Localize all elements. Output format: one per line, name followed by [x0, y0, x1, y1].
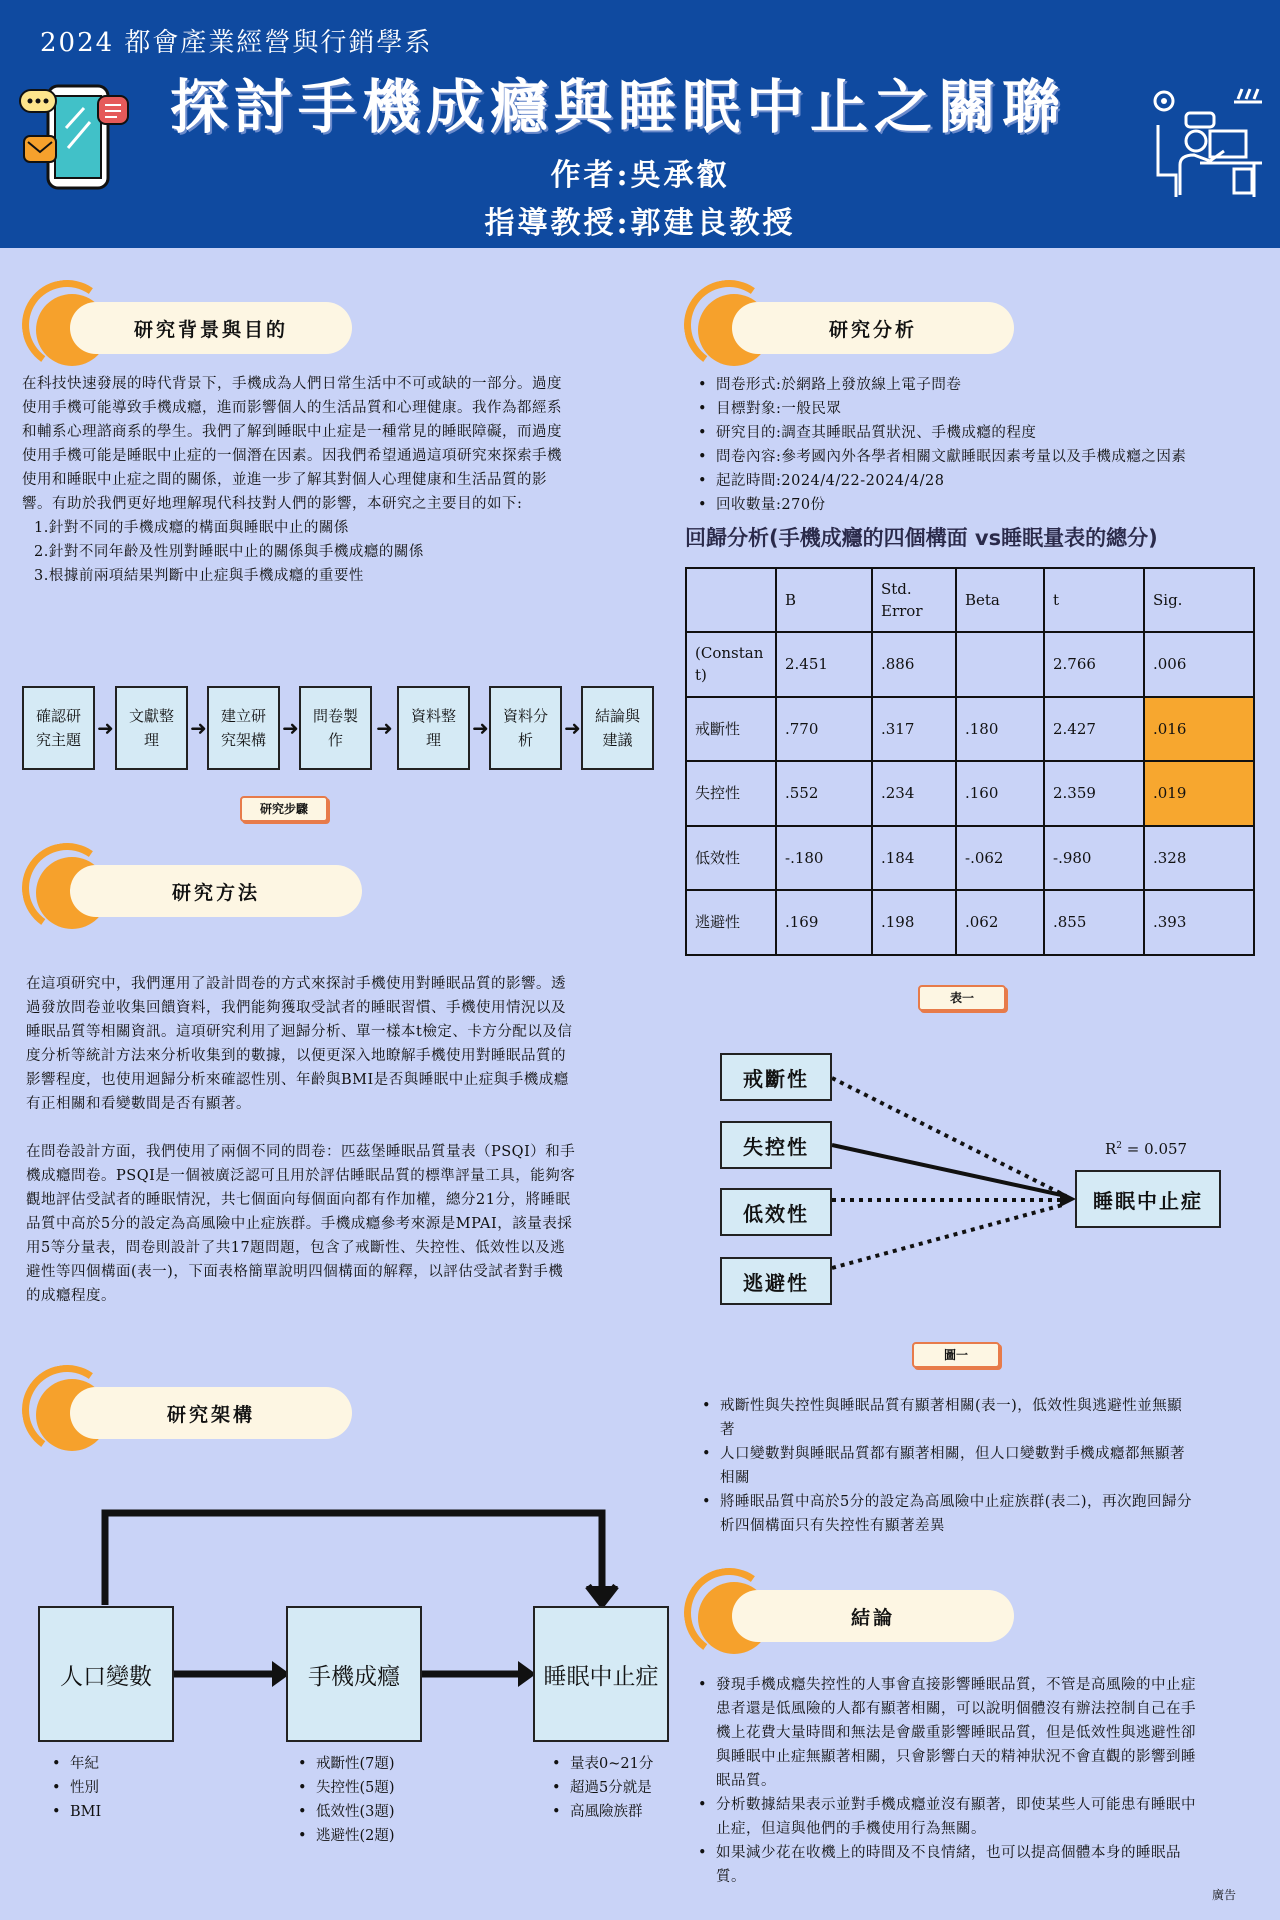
table-cell: Std. Error [872, 568, 956, 632]
paragraph-line: 在問卷設計方面，我們使用了兩個不同的問卷：匹茲堡睡眠品質量表（PSQI）和手 [26, 1144, 576, 1160]
section-title: 研究背景與目的 [70, 302, 352, 354]
table-cell: 2.359 [1044, 761, 1144, 826]
step-box: 資料整理 [397, 686, 470, 770]
table-cell: .062 [956, 890, 1044, 955]
paragraph-line: 在這項研究中，我們運用了設計問卷的方式來探討手機使用對睡眠品質的影響。透 [26, 976, 566, 992]
list-item: • 高風險族群 [550, 1800, 653, 1824]
step-box: 確認研究主題 [22, 686, 95, 770]
list-item: • 回收數量:270份 [696, 493, 1266, 517]
table-cell: (Constant) [686, 632, 776, 697]
table-cell: .552 [776, 761, 872, 826]
framework-box-sleep-apnea: 睡眠中止症 [533, 1606, 669, 1742]
list-item: • 如果減少花在收機上的時間及不良情緒，也可以提高個體本身的睡眠品 質。 [696, 1841, 1261, 1889]
paragraph-line: 機成癮問卷。PSQI是一個被廣泛認可且用於評估睡眠品質的標準評量工具，能夠客 [26, 1168, 576, 1184]
outcome-box: 睡眠中止症 [1075, 1170, 1221, 1228]
table-cell: 2.427 [1044, 697, 1144, 762]
table-cell: .184 [872, 826, 956, 891]
figure-caption: 圖一 [912, 1342, 1000, 1368]
paragraph-line: 避性等四個構面(表一)，下面表格簡單說明四個構面的解釋，以評估受試者對手機 [26, 1264, 564, 1280]
step-box: 建立研究架構 [207, 686, 280, 770]
list-item: • 目標對象:一般民眾 [696, 397, 1266, 421]
table-cell: 逃避性 [686, 890, 776, 955]
poster-title: 探討手機成癮與睡眠中止之關聯 [170, 73, 1067, 141]
step-box: 問卷製作 [299, 686, 372, 770]
list-item: • 失控性(5題) [296, 1776, 395, 1800]
list-item: • 量表0~21分 [550, 1752, 653, 1776]
predictor-box: 戒斷性 [720, 1053, 832, 1101]
list-item: • BMI [50, 1800, 101, 1824]
paragraph-line: 影響程度，也使用迴歸分析來確認性別、年齡與BMI是否與睡眠中止症與手機成癮 [26, 1072, 569, 1088]
table-cell: 失控性 [686, 761, 776, 826]
paragraph-line: 品質中高於5分的設定為高風險中止症族群。手機成癮參考來源是MPAI，該量表採 [26, 1216, 573, 1232]
list-item: • 超過5分就是 [550, 1776, 653, 1800]
list-item: • 分析數據結果表示並對手機成癮並沒有顯著，即使某些人可能患有睡眠中 止症，但這與他們的手機使用行為無關。 [696, 1793, 1261, 1841]
framework-box-phone-addiction: 手機成癮 [286, 1606, 422, 1742]
footer-label: 廣告 [1212, 1888, 1237, 1902]
table-cell: 2.766 [1044, 632, 1144, 697]
list-item: • 研究目的:調查其睡眠品質狀況、手機成癮的程度 [696, 421, 1266, 445]
table-cell: .160 [956, 761, 1044, 826]
table-cell: t [1044, 568, 1144, 632]
table-cell: .169 [776, 890, 872, 955]
predictor-box: 低效性 [720, 1188, 832, 1236]
framework-box-demographics: 人口變數 [38, 1606, 174, 1742]
goal-item: 3.根據前兩項結果判斷中止症與手機成癮的重要性 [34, 568, 364, 584]
paragraph-line: 有正相關和看變數間是否有顯著。 [26, 1096, 251, 1112]
table-cell: .770 [776, 697, 872, 762]
table-cell: 2.451 [776, 632, 872, 697]
table-caption: 表一 [918, 985, 1006, 1011]
table-cell: 低效性 [686, 826, 776, 891]
advisor-label: 指導教授:郭建良教授 [484, 206, 796, 241]
section-title: 研究架構 [70, 1387, 352, 1439]
paragraph-line: 在科技快速發展的時代背景下，手機成為人們日常生活中不可或缺的一部分。過度 [22, 376, 562, 392]
table-cell: -.180 [776, 826, 872, 891]
paragraph-line: 使用和睡眠中止症之間的關係，並進一步了解其對個人心理健康和生活品質的影 [22, 472, 547, 488]
list-item: • 戒斷性與失控性與睡眠品質有顯著相關(表一)，低效性與逃避性並無顯 著 [700, 1394, 1260, 1442]
list-item: • 問卷內容:參考國內外各學者相關文獻睡眠因素考量以及手機成癮之因素 [696, 445, 1266, 469]
table-cell: B [776, 568, 872, 632]
list-item: • 問卷形式:於網路上發放線上電子問卷 [696, 373, 1266, 397]
table-cell: .198 [872, 890, 956, 955]
department-label: 2024 都會產業經營與行銷學系 [40, 28, 433, 58]
table-cell: -.062 [956, 826, 1044, 891]
table-cell: -.980 [1044, 826, 1144, 891]
section-title: 研究方法 [70, 865, 362, 917]
list-item: • 起訖時間:2024/4/22-2024/4/28 [696, 469, 1266, 493]
table-cell: Sig. [1144, 568, 1254, 632]
table-cell-highlighted: .019 [1144, 761, 1254, 826]
paragraph-line: 使用手機可能導致手機成癮，進而影響個人的生活品質和心理健康。我作為都經系 [22, 400, 562, 416]
table-cell: Beta [956, 568, 1044, 632]
arrow-right-icon: ➜ [376, 716, 393, 740]
table-cell: .393 [1144, 890, 1254, 955]
paragraph-line: 度分析等統計方法來分析收集到的數據，以便更深入地瞭解手機使用對睡眠品質的 [26, 1048, 566, 1064]
section-title: 研究分析 [732, 302, 1014, 354]
section-title: 結論 [732, 1590, 1014, 1642]
r-squared-label: $R^2 = 0.057$ [1105, 1140, 1188, 1158]
author-label: 作者:吳承叡 [550, 158, 730, 193]
table-cell: .006 [1144, 632, 1254, 697]
findings-list [700, 1394, 1260, 1538]
section-heading-conclusion [684, 1568, 1014, 1658]
list-item: • 低效性(3題) [296, 1800, 395, 1824]
predictor-box: 失控性 [720, 1121, 832, 1169]
list-item: • 年紀 [50, 1752, 101, 1776]
paragraph-line: 和輔系心理諮商系的學生。我們了解到睡眠中止症是一種常見的睡眠障礙，而過度 [22, 424, 562, 440]
arrow-right-icon: ➜ [564, 716, 581, 740]
list-item: • 將睡眠品質中高於5分的設定為高風險中止症族群(表二)，再次跑回歸分 析四個構面只有失控性有顯著差異 [700, 1490, 1260, 1538]
predictor-box: 逃避性 [720, 1257, 832, 1305]
arrow-right-icon: ➜ [282, 716, 299, 740]
list-item: • 發現手機成癮失控性的人事會直接影響睡眠品質，不管是高風險的中止症 患者還是低風險的人都有顯著相關，可以說明個體沒有辦法控制自己在手 機上花費大量時間和無法是會嚴重影響睡眠品質，但是低效性與逃避性卻 與睡眠中止症無顯著相關，只會影響白天的精神狀況不會直觀的影響到睡 眠品質。 [696, 1673, 1261, 1793]
paragraph-line: 睡眠品質等相關資訊。這項研究利用了迴歸分析、單一樣本t檢定、卡方分配以及信 [26, 1024, 573, 1040]
paragraph-line: 用5等分量表，問卷則設計了共17題問題，包含了戒斷性、失控性、低效性以及逃 [26, 1240, 566, 1256]
step-box: 資料分析 [489, 686, 562, 770]
paragraph-line: 過發放問卷並收集回饋資料，我們能夠獲取受試者的睡眠習慣、手機使用情況以及 [26, 1000, 566, 1016]
step-box: 結論與建議 [581, 686, 654, 770]
table-cell: .180 [956, 697, 1044, 762]
steps-caption: 研究步驟 [240, 796, 328, 822]
arrow-right-icon: ➜ [97, 716, 114, 740]
table-cell: .317 [872, 697, 956, 762]
paragraph-line: 觀地評估受試者的睡眠情況，共七個面向每個面向都有作加權，總分21分，將睡眠 [26, 1192, 571, 1208]
table-cell: .855 [1044, 890, 1144, 955]
regression-title: 回歸分析(手機成癮的四個構面 vs睡眠量表的總分) [685, 526, 1158, 550]
table-cell: .886 [872, 632, 956, 697]
table-cell: .234 [872, 761, 956, 826]
goal-item: 2.針對不同年齡及性別對睡眠中止的關係與手機成癮的關係 [34, 544, 424, 560]
list-item: • 性別 [50, 1776, 101, 1800]
table-cell-highlighted: .016 [1144, 697, 1254, 762]
list-item: • 戒斷性(7題) [296, 1752, 395, 1776]
arrow-right-icon: ➜ [190, 716, 207, 740]
table-cell: 戒斷性 [686, 697, 776, 762]
paragraph-line: 使用手機可能是睡眠中止症的一個潛在因素。因我們希望通過這項研究來探索手機 [22, 448, 562, 464]
paragraph-line: 的成癮程度。 [26, 1288, 116, 1304]
conclusion-list [696, 1673, 1261, 1889]
list-item: • 人口變數對與睡眠品質都有顯著相關，但人口變數對手機成癮都無顯著 相關 [700, 1442, 1260, 1490]
list-item: • 逃避性(2題) [296, 1824, 395, 1848]
paragraph-line: 響。有助於我們更好地理解現代科技對人們的影響，本研究之主要目的如下: [22, 496, 523, 512]
goal-item: 1.針對不同的手機成癮的構面與睡眠中止的關係 [34, 520, 349, 536]
step-box: 文獻整理 [115, 686, 188, 770]
arrow-right-icon: ➜ [472, 716, 489, 740]
table-cell: .328 [1144, 826, 1254, 891]
